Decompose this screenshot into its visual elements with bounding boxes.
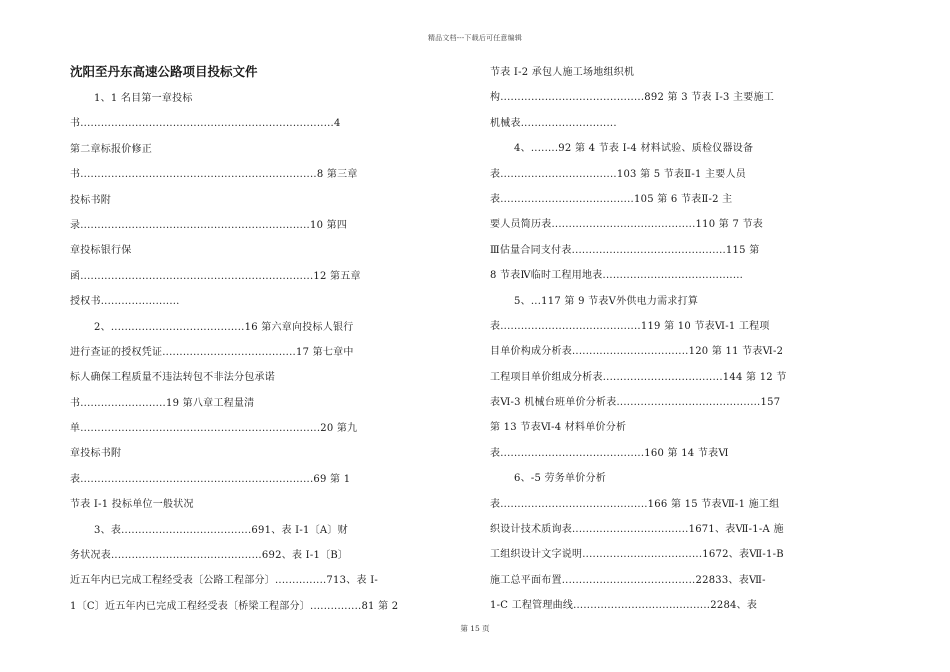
right-toc-lines [490,60,882,619]
toc-line: 录...................................................................10 第四 [70,219,348,231]
toc-line: 表Ⅵ-3 机械台班单价分析表..........................................157 [490,397,781,409]
toc-line: 3、表......................................691、表 I-1〔A〕财 [94,524,348,536]
toc-line: 第二章标报价修正 [70,143,152,155]
toc-line: 1-C 工程管理曲线........................................2284、表 [490,600,758,612]
toc-line: 6、-5 劳务单价分析 [514,473,607,485]
toc-line: 2、.......................................16 第六章向投标人银行 [94,321,354,333]
left-column [70,58,462,619]
toc-line: 5、...117 第 9 节表Ⅴ外供电力需求打算 [514,295,699,307]
toc-line: 4、........92 第 4 节表 I-4 材料试验、质检仪器设备 [514,143,754,155]
toc-line: 章投标书附 [70,448,122,460]
toc-line: 表....................................................................69 第 1 [70,473,351,485]
toc-line: 表...........................................166 第 15 节表Ⅶ-1 施工组 [490,498,780,510]
toc-line: 目单价构成分析表..................................120 第 11 节表Ⅵ-2 [490,346,784,358]
toc-line: 工组织设计文字说明...................................1672、表Ⅶ-1-B [490,549,784,561]
left-toc-lines [70,86,462,619]
header-note: 精品文档---下载后可任意编辑 [427,34,523,42]
toc-line: 书.........................19 第八章工程量清 [70,397,255,409]
toc-line: 投标书附 [70,194,111,206]
toc-line: 施工总平面布置.......................................22833、表Ⅶ- [490,574,766,586]
toc-line: 表..................................103 第 5 节表Ⅱ-1 主要人员 [490,168,747,180]
toc-line: 节表 I-1 投标单位一般状况 [70,499,194,511]
toc-line: 单......................................................................20 第九 [70,423,358,435]
toc-line: 要人员简历表..........................................110 第 7 节表 [490,219,763,231]
toc-line: 1〔C〕近五年内已完成工程经受表〔桥梁工程部分〕...............81 第 2 [70,600,399,612]
toc-line: 近五年内已完成工程经受表〔公路工程部分〕...............713、表 I- [70,575,379,587]
toc-line: 第 13 节表Ⅵ-4 材料单价分析 [490,422,627,434]
toc-line: 标人确保工程质量不违法转包不非法分包承诺 [70,372,275,384]
toc-line: Ⅲ估量合同支付表.............................................115 第 [490,244,760,256]
right-column [490,58,882,619]
toc-line: 机械表............................ [490,117,617,129]
toc-line: 构..........................................892 第 3 节表 I-3 主要施工 [490,92,775,104]
toc-line: 章投标银行保 [70,245,132,257]
toc-line: 函....................................................................12 第五章 [70,270,361,282]
toc-line: 书..........................................................................4 [70,118,341,130]
toc-line: 1、1 名目第一章投标 [94,93,193,104]
toc-line: 8 节表Ⅳ临时工程用地表......................................... [490,270,744,282]
toc-line: 表.........................................119 第 10 节表Ⅵ-1 工程项 [490,320,770,332]
toc-line: 工程项目单价组成分析表...................................144 第 12 节 [490,371,787,383]
page-number: 第 15 页 [460,624,490,633]
toc-line: 务状况表............................................692、表 I-1〔B〕 [70,550,349,562]
toc-line: 织设计技术质询表..................................1671、表Ⅶ-1-A 施 [490,524,784,536]
toc-line: 表..........................................160 第 14 节表Ⅵ [490,447,729,459]
toc-line: 进行查证的授权凭证.......................................17 第七章中 [70,346,354,358]
document-title: 沈阳至丹东高速公路项目投标文件 [70,64,258,79]
toc-line: 书.....................................................................8 第三章 [70,169,358,181]
toc-line: 节表 I-2 承包人施工场地组织机 [490,67,635,78]
toc-line: 表.......................................105 第 6 节表Ⅱ-2 主 [490,193,733,205]
toc-line: 授权书....................... [70,296,180,308]
